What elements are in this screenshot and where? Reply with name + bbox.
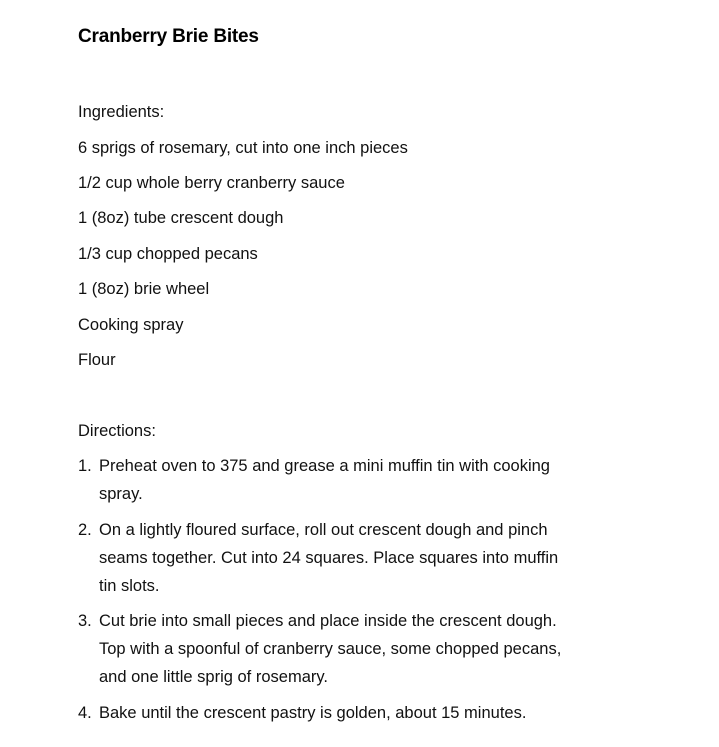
step-text — [99, 516, 619, 600]
step-line: Preheat oven to 375 and grease a mini muffin tin with cooking — [99, 457, 550, 475]
ingredient-item: Cooking spray — [78, 316, 184, 334]
step-line: seams together. Cut into 24 squares. Place squares into muffin — [99, 549, 559, 567]
step-line: and one little sprig of rosemary. — [99, 668, 328, 686]
step-line: On a lightly floured surface, roll out crescent dough and pinch — [99, 521, 548, 539]
step-number: 4. — [78, 704, 92, 722]
step-line: Cut brie into small pieces and place inside the crescent dough. — [99, 612, 557, 630]
directions-heading: Directions: — [78, 422, 156, 440]
ingredients-heading: Ingredients: — [78, 103, 165, 121]
ingredient-item: Flour — [78, 351, 116, 369]
step-line: Top with a spoonful of cranberry sauce, some chopped pecans, — [99, 640, 562, 658]
step-text — [99, 607, 619, 691]
ingredient-item: 1/2 cup whole berry cranberry sauce — [78, 174, 345, 192]
step-text — [99, 699, 619, 727]
step-number: 3. — [78, 612, 92, 630]
recipe-title: Cranberry Brie Bites — [78, 26, 259, 47]
step-line: Bake until the crescent pastry is golden, about 15 minutes. — [99, 704, 527, 722]
step-line: tin slots. — [99, 577, 160, 595]
step-line: spray. — [99, 485, 143, 503]
ingredient-item: 1 (8oz) tube crescent dough — [78, 209, 284, 227]
ingredient-item: 1 (8oz) brie wheel — [78, 280, 210, 298]
ingredient-item: 1/3 cup chopped pecans — [78, 245, 258, 263]
ingredient-item: 6 sprigs of rosemary, cut into one inch pieces — [78, 139, 408, 157]
step-number: 1. — [78, 457, 92, 475]
step-number: 2. — [78, 521, 92, 539]
step-text — [99, 452, 619, 508]
